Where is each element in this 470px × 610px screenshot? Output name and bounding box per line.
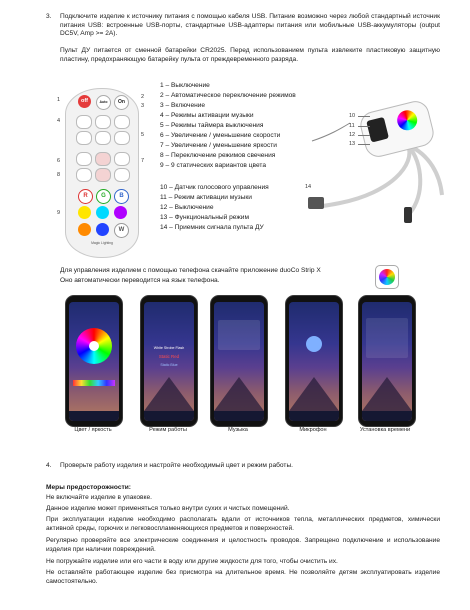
remote-bright-up-button	[95, 152, 111, 166]
legend-item-10: 10 – Датчик голосового управления	[160, 184, 269, 191]
remote-blue-button: B	[114, 189, 129, 204]
phone-music	[210, 295, 268, 427]
remote-music-button-3	[114, 115, 130, 129]
step-3-number: 3.	[46, 13, 52, 20]
caption-mic: Микрофон	[299, 427, 327, 433]
remote-green-button: G	[96, 189, 111, 204]
remote-color-deep-blue	[96, 223, 109, 236]
usb-plug	[404, 207, 412, 223]
remote-callout-8: 8	[57, 172, 61, 178]
legend-item-7: 7 – Увеличение / уменьшение яркости	[160, 142, 277, 149]
caption-color: Цвет / яркость	[74, 427, 112, 433]
controller-callout-11: 11	[349, 123, 355, 129]
remote-speed-up-button	[76, 152, 92, 166]
legend-item-13: 13 – Функциональный режим	[160, 214, 250, 221]
safety-title: Меры предосторожности:	[46, 484, 132, 491]
remote-white-button: W	[114, 223, 129, 238]
phone-color	[65, 295, 123, 427]
remote-callout-4: 4	[57, 118, 61, 124]
remote-callout-1: 1	[57, 97, 61, 103]
safety-line-2: Данное изделие может применяться только внутри сухих и чистых помещений.	[46, 505, 290, 512]
controller-logo-icon	[395, 108, 419, 132]
mode-line-3: Static Blue	[160, 363, 178, 367]
legend-item-8: 8 – Переключение режимов свечения	[160, 152, 276, 159]
remote-on-button: On	[114, 95, 129, 110]
remote-callout-3: 3	[141, 103, 145, 109]
remote-red-button: R	[78, 189, 93, 204]
color-wheel-center	[89, 341, 99, 351]
controller-callout-10: 10	[349, 113, 356, 119]
mountain-graphic	[144, 377, 194, 411]
remote-speed-down-button	[76, 168, 92, 182]
remote-mode-down-button	[114, 168, 130, 182]
phone-nav-bar	[362, 411, 412, 421]
legend-item-9: 9 – 9 статических вариантов цвета	[160, 162, 267, 169]
legend-item-6: 6 – Увеличение / уменьшение скорости	[160, 132, 281, 139]
remote-body	[65, 88, 139, 258]
controller-callout-12: 12	[349, 132, 356, 138]
app-intro: Для управления изделием с помощью телефона скачайте приложение duoCo Strip X	[60, 267, 321, 274]
controller-buttons-panel	[366, 117, 389, 143]
remote-bright-down-button	[95, 168, 111, 182]
step-3-text: Подключите изделие к источнику питания с помощью кабеля USB. Питание возможно через любой стандартный источник питания USB: встроенные USB-порты, стандартные USB-адаптеры питания или мобильные USB-аккумуляторы (output DC5V, Amp >= 2A).	[60, 13, 440, 38]
remote-callout-9: 9	[57, 210, 61, 216]
legend-item-12: 12 – Выключение	[160, 204, 214, 211]
safety-line-3: При эксплуатации изделие необходимо располагать вдали от источников тепла, металлических предметов, химически активной среды, горючих и легковоспламеняющихся предметов и поверхностей.	[46, 516, 440, 532]
phone-nav-bar	[144, 411, 194, 421]
mountain-graphic	[289, 377, 339, 411]
remote-callout-2: 2	[141, 94, 145, 100]
caption-music: Музыка	[228, 427, 248, 433]
phone-nav-bar	[69, 411, 119, 421]
callout-line-10	[358, 116, 370, 117]
mountain-graphic	[214, 377, 264, 411]
remote-off-button: off	[78, 95, 91, 108]
phone-mic-screen	[289, 302, 339, 421]
remote-callout-6: 6	[57, 158, 61, 164]
remote-color-orange	[78, 223, 91, 236]
remote-mode-up-button	[114, 152, 130, 166]
remote-timer-button-3	[114, 131, 130, 145]
phone-nav-bar	[289, 411, 339, 421]
remote-music-button-1	[76, 115, 92, 129]
callout-line-11	[358, 126, 370, 127]
legend-item-5: 5 – Режимы таймера выключения	[160, 122, 264, 129]
phone-timer-screen	[362, 302, 412, 421]
app-intro-2: Оно автоматически переводится на язык телефона.	[60, 277, 220, 284]
microphone-icon	[306, 336, 322, 352]
phone-mode-screen	[144, 302, 194, 421]
callout-line-13	[358, 144, 370, 145]
phone-mode	[140, 295, 198, 427]
legend-item-11: 11 – Режим активации музыки	[160, 194, 252, 201]
remote-callout-7: 7	[141, 158, 145, 164]
remote-timer-button-2	[95, 131, 111, 145]
step-4-text: Проверьте работу изделия и настройте необходимый цвет и режим работы.	[60, 462, 294, 469]
remote-music-button-2	[95, 115, 111, 129]
color-swatches	[73, 380, 115, 386]
legend-item-1: 1 – Выключение	[160, 82, 210, 89]
legend-item-2: 2 – Автоматическое переключение режимов	[160, 92, 296, 99]
app-logo-icon	[379, 269, 395, 285]
step-4-number: 4.	[46, 462, 52, 469]
controller-callout-13: 13	[349, 141, 356, 147]
caption-timer: Установка времени	[359, 427, 411, 433]
remote-brand-text: Magic Lighting	[91, 241, 113, 245]
phone-color-screen	[69, 302, 119, 421]
remote-battery-note: Пульт ДУ питается от сменной батарейки CR2025. Перед использованием пульта извлеките пластиковую защитную пластину, предохраняющую батарейку пульта от преждевременного разряда.	[60, 47, 440, 63]
caption-mode: Режим работы	[149, 427, 187, 433]
controller-callout-14: 14	[305, 184, 312, 190]
phone-nav-bar	[214, 411, 264, 421]
legend-item-3: 3 – Включение	[160, 102, 206, 109]
remote-callout-5: 5	[141, 132, 145, 138]
phone-timer	[358, 295, 416, 427]
phone-mic	[285, 295, 343, 427]
music-list	[218, 320, 260, 350]
mode-line-2: Static Red	[158, 354, 180, 359]
controller-connector	[308, 197, 324, 209]
callout-line-12	[358, 135, 370, 136]
safety-line-4: Регулярно проверяйте все электрические соединения и целостность проводов. Запрещено подключение и использование изделия при наличии повреждений.	[46, 537, 440, 553]
legend-item-4: 4 – Режимы активации музыки	[160, 112, 254, 119]
mode-line-1: White Strobe Flash	[153, 346, 185, 350]
remote-auto-button: Auto	[96, 95, 111, 110]
remote-timer-button-1	[76, 131, 92, 145]
timer-settings-list	[366, 318, 408, 358]
app-icon	[375, 265, 399, 289]
phone-music-screen	[214, 302, 264, 421]
legend-item-14: 14 – Приемник сигнала пульта ДУ	[160, 224, 264, 231]
remote-color-cyan	[96, 206, 109, 219]
mountain-graphic	[362, 377, 412, 411]
safety-line-1: Не включайте изделие в упаковке.	[46, 494, 152, 501]
safety-line-5: Не погружайте изделие или его части в воду или другие жидкости для того, чтобы очистить их.	[46, 558, 338, 565]
remote-color-yellow	[78, 206, 91, 219]
safety-line-6: Не оставляйте работающее изделие без присмотра на длительное время. Не позволяйте детям эксплуатировать изделие самостоятельно.	[46, 569, 440, 585]
remote-color-purple	[114, 206, 127, 219]
